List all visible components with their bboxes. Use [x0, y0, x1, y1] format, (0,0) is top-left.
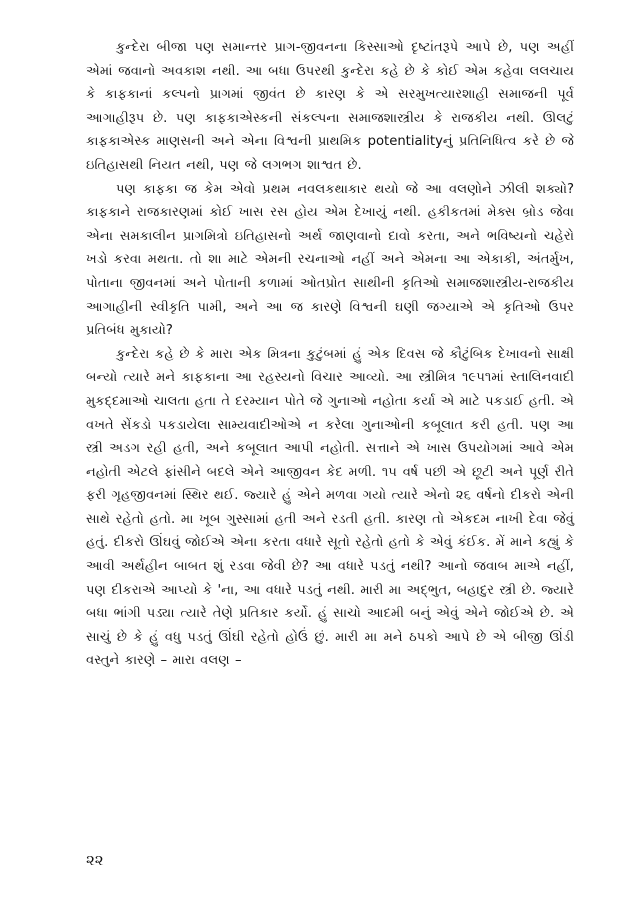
page-number: ૨૨	[86, 851, 104, 869]
paragraph-2: પણ કાફકા જ કેમ એવો પ્રથમ નવલકથાકાર થયો જે આ વલણોને ઝીલી શક્યો? કાફકાને રાજકારણમાં કોઈ ખાસ રસ હોય એમ દેખાયું નથી. હકીકતમાં મેક્સ બ્રોડ જેવા એના સમકાલીન પ્રાગમિત્રો ઇતિહાસનો અર્થ જાણવાનો દાવો કરતા, અને ભવિષ્યનો ચહેરો ખડો કરવા મથતા. તો શા માટે એમની રચનાઓ નહીં અને એમના આ એકાકી, અંતર્મુખ, પોતાના જીવનમાં અને પોતાની કળામાં ઓતપ્રોત સાથીની કૃતિઓ સમાજશાસ્ત્રીય-રાજકીય આગાહીની સ્વીકૃતિ પામી, અને આ જ કારણે વિશ્વની ઘણી જગ્યાએ એ કૃતિઓ ઉપર પ્રતિબંધ મુકાયો?	[86, 181, 574, 339]
paragraph-1: કુન્દેરા બીજા પણ સમાન્તર પ્રાગ-જીવનના કિસ્સાઓ દૃષ્ટાંતરૂપે આપે છે, પણ અહીં એમાં જવાનો અવકાશ નથી. આ બધા ઉપરથી કુન્દેરા કહે છે કે કોઈ એમ કહેવા લલચાય કે કાફકાનાં કલ્પનો પ્રાગમાં જીવંત છે કારણ કે એ સરમુખત્યારશાહી સમાજની પૂર્વ આગાહીરૂપ છે. પણ કાફકાએસ્કની સંકલ્પના સમાજશાસ્ત્રીય કે રાજકીય નથી. ઊલટું કાફકાએસ્ક માણસની અને એના વિશ્વની પ્રાથમિક potentialityનું પ્રતિનિધિત્વ કરે છે જે ઇતિહાસથી નિયત નથી, પણ જે લગભગ શાશ્વત છે.	[86, 40, 574, 173]
paragraph-3: કુન્દેરા કહે છે કે મારા એક મિત્રના કુટુંબમાં હું એક દિવસ જે કૌટુંબિક દેખાવનો સાક્ષી બન્યો ત્યારે મને કાફકાના આ રહસ્યનો વિચાર આવ્યો. આ સ્ત્રીમિત્ર ૧૯૫૧માં સ્તાલિનવાદી મુકદ્દમાઓ ચાલતા હતા તે દરમ્યાન પોતે જે ગુનાઓ નહોતા કર્યા એ માટે પકડાઈ હતી. એ વખતે સેંકડો પકડાયેલા સામ્યવાદીઓએ ન કરેલા ગુનાઓની કબૂલાત કરી હતી. પણ આ સ્ત્રી અડગ રહી હતી, અને કબૂલાત આપી નહોતી. સત્તાને એ ખાસ ઉપયોગમાં આવે એમ નહોતી એટલે ફાંસીને બદલે એને આજીવન કેદ મળી. ૧૫ વર્ષ પછી એ છૂટી અને પૂર્ણ રીતે ફરી ગૃહજીવનમાં સ્થિર થઈ. જ્યારે હું એને મળવા ગયો ત્યારે એનો ૨૬ વર્ષનો દીકરો એની સાથે રહેતો હતો. મા ખૂબ ગુસ્સામાં હતી અને રડતી હતી. કારણ તો એકદમ નાખી દેવા જેવું હતું. દીકરો ઊંઘવું જોઈએ એના કરતા વધારે સૂતો રહેતો હતો કે એવું કંઈક. મેં માને કહ્યું કે આવી અર્થહીન બાબત શું રડવા જેવી છે? આ વધારે પડતું નથી? આનો જવાબ માએ નહીં, પણ દીકરાએ આપ્યો કે 'ના, આ વધારે પડતું નથી. મારી મા અદ્ભુત, બહાદુર સ્ત્રી છે. જ્યારે બધા ભાંગી પડ્યા ત્યારે તેણે પ્રતિકાર કર્યો. હું સાચો આદમી બનું એવું એને જોઈએ છે. એ સાચું છે કે હું વધુ પડતું ઊંઘી રહેતો હોઉં છું. મારી મા મને ઠપકો આપે છે એ બીજી ઊંડી વસ્તુને કારણે – મારા વલણ –	[86, 346, 574, 669]
body-text	[86, 36, 574, 673]
